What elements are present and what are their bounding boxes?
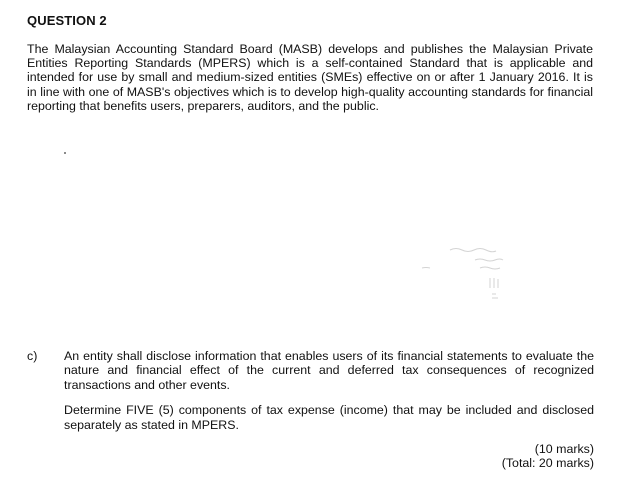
part-c-label: c) bbox=[27, 349, 38, 363]
part-c-body bbox=[64, 349, 594, 432]
part-marks: (10 marks) bbox=[534, 442, 594, 456]
stray-mark bbox=[64, 152, 66, 154]
total-marks: (Total: 20 marks) bbox=[501, 456, 594, 471]
marks-block bbox=[502, 442, 594, 471]
question-heading: QUESTION 2 bbox=[27, 13, 107, 28]
question-intro: The Malaysian Accounting Standard Board (MASB) develops and publishes the Malaysian Private Entities Reporting Standards (MPERS) which is a self-contained Standard that is applicable and intended for use by small and medium-sized entities (SMEs) effective on or after 1 January 2016. It is in line with one of MASB's objectives which is to develop high-quality accounting standards for financial reporting that benefits users, preparers, auditors, and the public. bbox=[27, 42, 593, 113]
faded-handwriting-smudge bbox=[420, 238, 560, 308]
part-c-task: Determine FIVE (5) components of tax expense (income) that may be included and disclosed separately as stated in MPERS. bbox=[64, 403, 594, 432]
part-c-statement: An entity shall disclose information that enables users of its financial statements to evaluate the nature and financial effect of the current and deferred tax consequences of recognized transactions and other events. bbox=[64, 349, 594, 392]
